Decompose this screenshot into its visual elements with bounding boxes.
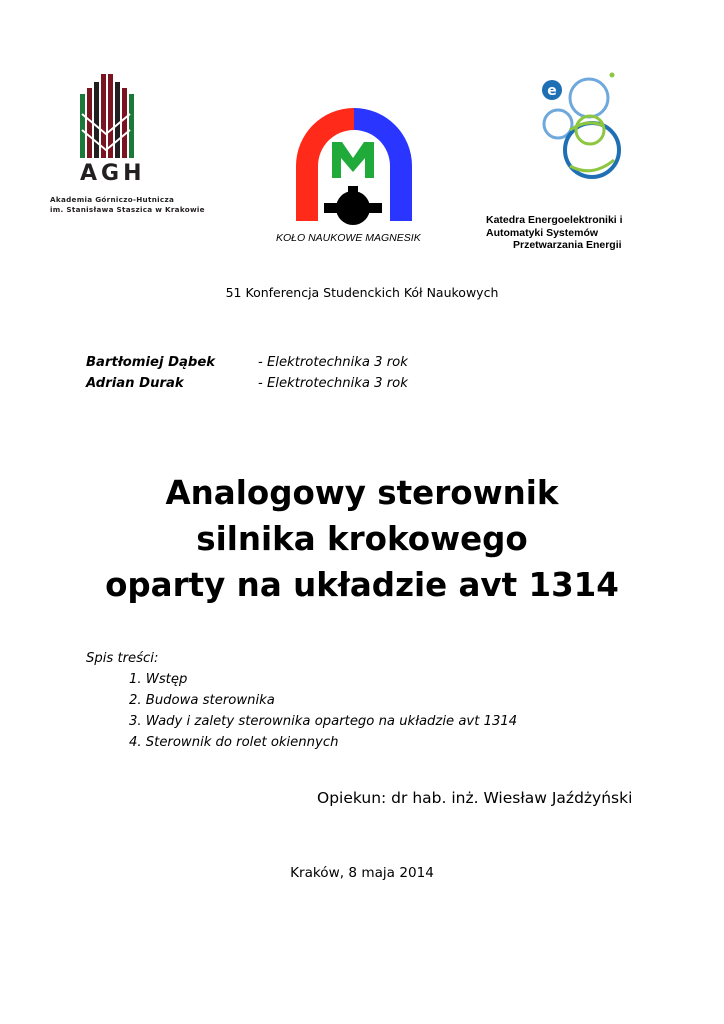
katedra-name (486, 214, 623, 252)
katedra-circles-icon (530, 70, 640, 190)
agh-logo (30, 74, 205, 224)
magnesik-logo (272, 96, 440, 256)
katedra-line-2: Automatyki Systemów (486, 226, 599, 239)
katedra-line-3: Przetwarzania Energii (513, 239, 622, 251)
agh-emblem-icon (78, 74, 138, 158)
svg-text:e: e (547, 83, 557, 99)
toc-item: 1. Wstęp (129, 672, 188, 687)
toc-heading: Spis treści: (86, 651, 159, 666)
toc-item: 4. Sterownik do rolet okiennych (129, 735, 339, 750)
agh-name-line-2: im. Stanisława Staszica w Krakowie (50, 205, 205, 214)
toc-item: 3. Wady i zalety sterownika opartego na układzie avt 1314 (129, 714, 518, 729)
katedra-logo (530, 70, 640, 190)
title-line-2: silnika krokowego (196, 520, 528, 558)
document-title (0, 470, 724, 608)
author-department: - Elektrotechnika 3 rok (258, 355, 408, 370)
place-date: Kraków, 8 maja 2014 (290, 865, 434, 881)
conference-name: 51 Konferencja Studenckich Kół Naukowych (225, 285, 499, 300)
supervisor: Opiekun: dr hab. inż. Wiesław Jaźdżyński (317, 789, 633, 807)
toc-item: 2. Budowa sterownika (129, 693, 275, 708)
magnet-icon (272, 96, 440, 228)
author-name: Bartłomiej Dąbek (86, 355, 216, 370)
agh-wordmark: AGH (80, 161, 146, 186)
title-line-1: Analogowy sterownik (165, 474, 559, 512)
katedra-line-1: Katedra Energoelektroniki i (486, 214, 623, 226)
title-line-3: oparty na układzie avt 1314 (105, 566, 619, 604)
author-department: - Elektrotechnika 3 rok (258, 376, 408, 391)
magnesik-caption: KOŁO NAUKOWE MAGNESIK (276, 232, 421, 244)
agh-name-line-1: Akademia Górniczo-Hutnicza (50, 195, 175, 204)
author-name: Adrian Durak (86, 376, 184, 391)
